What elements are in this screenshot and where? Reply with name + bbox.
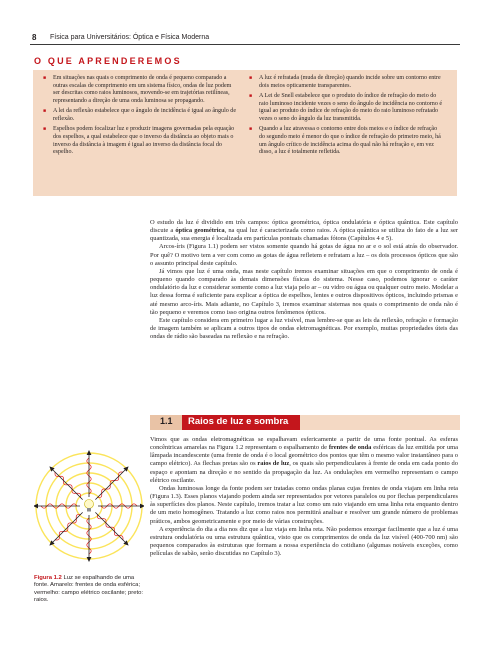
section-paragraph: Ondas luminosas longe da fonte podem ser tratadas como ondas planas cujas frentes de onda viajam em linha reta (Figura 1.3). Esses planos viajando podem ainda ser representados por vetores paralelos ou por flechas perpendiculares às superfícies dos planos. Neste capítulo, iremos tratar a luz como um raio viajando em uma linha reta enquanto dentro de um meio homogêneo. Tratando a luz como raios nos permitirá analisar e resolver um grande número de problemas práticos, ambos geometricamente e por meio de várias construções. [150, 484, 458, 525]
section-paragraph [150, 436, 458, 485]
text-run: , na qual luz é caracterizada como raios. A óptica quântica se utiliza do fato de a luz ser quantizada, sua energia é localizada em partículas pontuais chamadas fótons (Capítulos 4 e 5). [150, 227, 459, 243]
figure-caption-text: Luz se espalhando de uma fonte. Amarelo: frentes de onda esférica; vermelho: campo elétrico oscilante; preto: raios. [34, 575, 144, 603]
term-wavefronts: frentes de onda [328, 444, 372, 452]
learning-objective-item: ■ Espelhos podem focalizar luz e produzir imagens governadas pela equação dos espelhos, a qual estabelece que o inverso da distância ao objeto mais o inverso da distância à imagem é igual ao inverso da distância focal do espelho. [43, 126, 238, 157]
light-ray [52, 469, 82, 499]
section-paragraph: A experiência do dia a dia nos diz que a luz viaja em linha reta. Não podemos enxergar facilmente que a luz é uma estrutura ondulatória ou uma estrutura quântica, visto que os comprimentos de onda da luz visível (400-700 nm) são pequenos comparados às estruturas que formam a nossa experiência do cotidiano (algumas notáveis exceções, como películas de sabão, serão discutidas no Capítulo 3). [150, 525, 458, 558]
light-ray [95, 469, 125, 499]
learning-objective-item: ■ Quando a luz atravessa o contorno entre dois meios e o índice de refração do segundo meio é menor do que o índice de refração do primeiro meio, há um ângulo crítico de incidência acima do qual não há refração e, em vez disso, a luz é totalmente refletida. [249, 126, 444, 157]
term-light-rays: raios de luz [257, 460, 290, 468]
intro-paragraph: Já vimos que luz é uma onda, mas neste capítulo iremos examinar situações em que o comprimento de onda é pequeno quando comparado às demais dimensões físicas do sistema. Nesse caso, podemos ignorar o caráter ondulatório da luz e considerar somente como a luz viaja pelo ar – ou vidro ou água ou qualquer outro meio. Modelar a luz dessa forma é suficiente para explicar a óptica de espelhos, lentes e outros dispositivos ópticos, incluindo prismas e até mesmo arco-íris. Mais adiante, no Capítulo 3, iremos examinar sistemas nos quais o comprimento de onda não é tão pequeno e veremos como isso origina outros fenômenos ópticos. [150, 267, 458, 316]
figure-light-spreading [34, 447, 144, 565]
learning-objectives-right [249, 75, 444, 160]
figure-caption-label: Figura 1.2 [34, 575, 62, 581]
text-run: Vimos que as ondas eletromagnéticas se espalhavam esfericamente a partir de uma fonte pontual. As esferas concêntricas amarelas na Figura 1.2 representam o espalhamento de [150, 436, 458, 452]
intro-text [150, 219, 458, 341]
page-number: 8 [32, 33, 37, 42]
learning-objectives-box [33, 70, 457, 196]
intro-paragraph: Arcos-íris (Figura 1.1) podem ser vistos somente quando há gotas de água no ar e o sol está atrás do observador. Por quê? O motivo tem a ver com como as gotas de água refletem e refratam a luz – os dois processos ópticos que são o assunto principal deste capítulo. [150, 243, 458, 267]
text-run: O estudo da luz é dividido em três campos: óptica geométrica, óptica ondulatória e óptica quântica. Este capítulo discute a [150, 219, 458, 235]
term-geometric-optics: óptica geométrica [175, 227, 225, 235]
section-title: Raios de luz e sombra [188, 416, 289, 427]
learning-objective-item: ■ Em situações nas quais o comprimento de onda é pequeno comparado a outras escalas de comprimento em um sistema físico, ondas de luz podem ser descritas como raios luminosos, movendo-se em trajetórias retilíneas, representando a direção de uma onda luminosa se propagando. [43, 75, 238, 106]
intro-paragraph [150, 219, 458, 243]
figure-caption [34, 575, 146, 604]
section-text [150, 436, 458, 558]
learning-objectives-title: O QUE APRENDEREMOS [34, 56, 182, 66]
learning-objectives-left [43, 75, 238, 160]
book-title: Física para Universitários: Óptica e Física Moderna [50, 34, 210, 41]
light-ray [52, 512, 82, 542]
running-header [30, 33, 460, 45]
intro-paragraph: Este capítulo considera em primeiro lugar a luz visível, mas lembre-se que as leis da reflexão, refração e formação de imagem também se aplicam a outros tipos de ondas eletromagnéticas. Por exemplo, muitas propriedades úteis das ondas de rádio são baseadas na reflexão e na refração. [150, 316, 458, 341]
section-number: 1.1 [160, 416, 173, 426]
text-run: , os quais são perpendiculares à frente de onda em cada ponto do espaço e apontam na direção e no sentido da propagação da luz. As ondulações em vermelho representam o campo elétrico oscilante. [150, 460, 458, 484]
learning-objective-item: ■ A lei da reflexão estabelece que o ângulo de incidência é igual ao ângulo de reflexão. [43, 108, 238, 123]
light-bulb-icon [85, 500, 94, 512]
header-rule [30, 44, 460, 45]
light-ray [95, 512, 125, 542]
text-run: esféricas da luz emitida por uma lâmpada incandescente (uma frente de onda é o local geométrico dos pontos que têm o mesmo valor instantâneo para o campo elétrico). As flechas pretas são os [150, 444, 458, 468]
learning-objective-item: ■ A luz é refratada (muda de direção) quando incide sobre um contorno entre dois meios opticamente transparentes. [249, 75, 444, 90]
learning-objective-item: ■ A Lei de Snell estabelece que o produto do índice de refração do meio do raio luminoso incidente vezes o seno do ângulo de incidência no contorno é igual ao produto do índice de refração do meio do raio luminoso refratado vezes o seno do ângulo da luz transmitida. [249, 93, 444, 124]
